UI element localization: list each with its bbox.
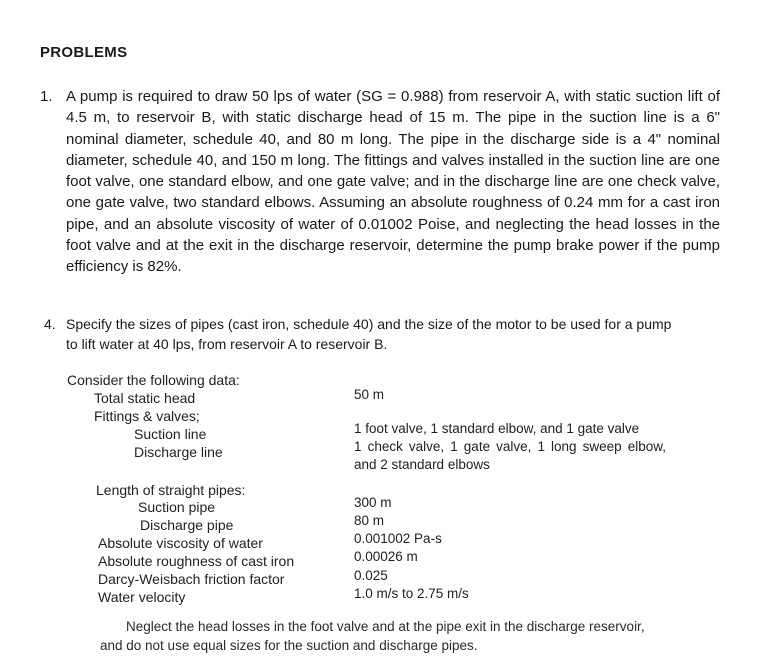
discharge-pipe-label: Discharge pipe <box>140 517 234 533</box>
problem-4-text: Specify the sizes of pipes (cast iron, schedule 40) and the size of the motor to be used for a pump to lift water at 40 lps, from reservoir A to reservoir B. <box>66 316 672 352</box>
suction-line-value: 1 foot valve, 1 standard elbow, and 1 gate valve <box>354 421 640 436</box>
length-label: Length of straight pipes: <box>96 482 246 498</box>
viscosity-label: Absolute viscosity of water <box>98 535 263 551</box>
discharge-line-value: 1 check valve, 1 gate valve, 1 long sweep elbow, and 2 standard elbows <box>354 439 666 472</box>
suction-pipe-label: Suction pipe <box>138 499 216 515</box>
roughness-label: Absolute roughness of cast iron <box>98 553 295 569</box>
problem-1-text: A pump is required to draw 50 lps of water (SG = 0.988) from reservoir A, with static suction lift of 4.5 m, to reservoir B, with static discharge head of 15 m. The pipe in the suction line is a 6" nominal diameter, schedule 40, and 80 m long. The pipe in the discharge side is a 4" nominal diameter, schedule 40, and 150 m long. The fittings and valves installed in the suction line are one foot valve, one standard elbow, and one gate valve; and in the discharge line are one check valve, one gate valve, two standard elbows. Assuming an absolute roughness of 0.24 mm for a cast iron pipe, and an absolute viscosity of water of 0.01002 Poise, and neglecting the head losses in the foot valve and at the exit in the discharge reservoir, determine the pump brake power if the pump efficiency is 82%. <box>66 88 720 276</box>
suction-pipe-value: 300 m <box>354 495 392 510</box>
problem-1 <box>40 86 720 278</box>
discharge-line-label: Discharge line <box>134 444 223 460</box>
problem-4 <box>44 314 684 354</box>
total-static-head-value: 50 m <box>354 387 385 402</box>
problem-1-number: 1. <box>40 88 53 105</box>
velocity-value: 1.0 m/s to 2.75 m/s <box>354 586 469 601</box>
viscosity-value: 0.001002 Pa-s <box>354 531 442 546</box>
friction-label: Darcy-Weisbach friction factor <box>98 571 285 587</box>
problem-4-note: Neglect the head losses in the foot valve and at the pipe exit in the discharge reservoir, and do not use equal sizes for the suction and discharge pipes. <box>100 619 645 653</box>
friction-value: 0.025 <box>354 568 388 583</box>
roughness-value: 0.00026 m <box>354 549 418 564</box>
suction-line-label: Suction line <box>134 426 207 442</box>
section-heading: PROBLEMS <box>40 44 128 61</box>
discharge-pipe-value: 80 m <box>354 513 385 528</box>
consider-label: Consider the following data: <box>67 372 240 388</box>
fittings-label: Fittings & valves; <box>94 408 200 424</box>
velocity-label: Water velocity <box>98 589 186 605</box>
total-static-head-label: Total static head <box>94 390 196 406</box>
problem-4-number: 4. <box>44 316 56 332</box>
